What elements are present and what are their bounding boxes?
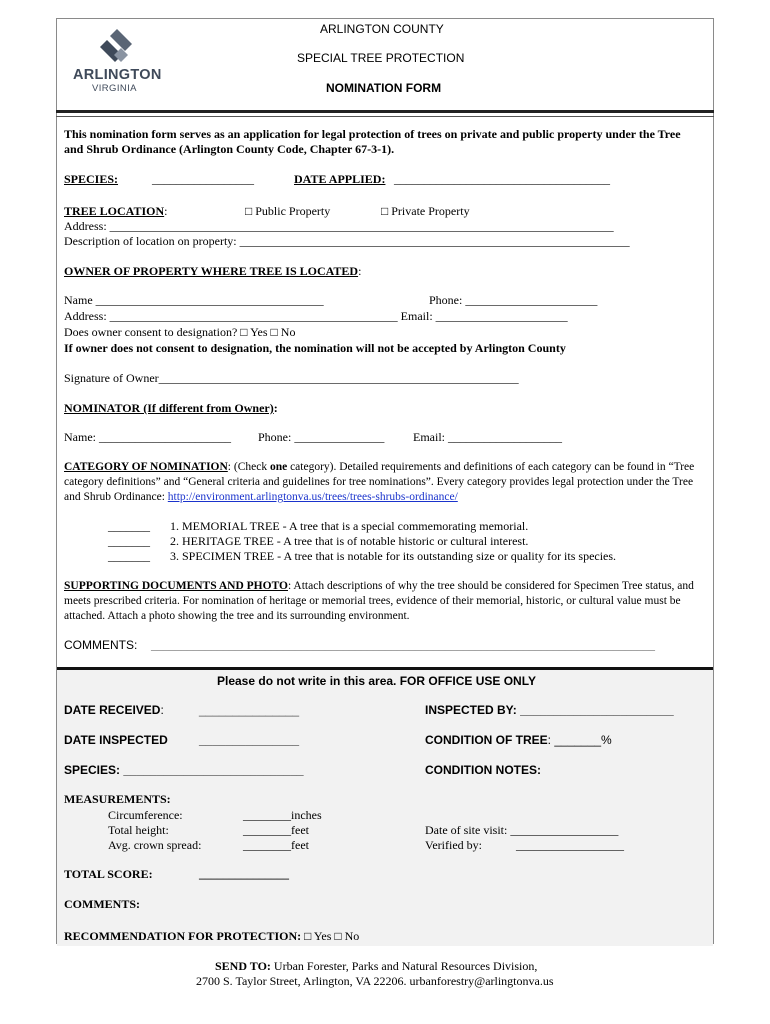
logo-sub: VIRGINIA	[92, 83, 137, 94]
total-height-field[interactable]: ________feet	[243, 823, 309, 837]
verified-by-field[interactable]: __________________	[516, 838, 624, 852]
measurements-label: MEASUREMENTS:	[64, 792, 171, 806]
nominator-email-field[interactable]: Email: ___________________	[413, 430, 562, 444]
circumference-label: Circumference:	[108, 808, 183, 822]
office-species-field[interactable]: SPECIES: ___________________________	[64, 763, 304, 777]
total-score-label: TOTAL SCORE:	[64, 867, 153, 881]
crown-spread-label: Avg. crown spread:	[108, 838, 202, 852]
category-item-heritage: 2. HERITAGE TREE - A tree that is of notable historic or cultural interest.	[170, 534, 529, 548]
location-description-field[interactable]: Description of location on property: _________________________________________________________________	[64, 234, 630, 248]
category-item-specimen: 3. SPECIMEN TREE - A tree that is notable for its outstanding size or quality for its species.	[170, 549, 617, 563]
condition-notes-label: CONDITION NOTES:	[425, 763, 541, 777]
supporting-text: : Attach descriptions of why the tree should be considered for Specimen Tree status, and meets prescribed criteria. For nomination of heritage or memorial trees, evidence of their memorial, historic, or cultural value must be attached. Attach a photo showing the tree and its surrounding environment.	[64, 580, 694, 622]
verified-by-label: Verified by:	[425, 838, 482, 852]
category-item-memorial: 1. MEMORIAL TREE - A tree that is a special commemorating memorial.	[170, 519, 529, 533]
owner-phone-field[interactable]: Phone: ______________________	[429, 293, 598, 307]
owner-heading-colon: :	[358, 264, 362, 278]
nominator-heading-colon: :	[273, 401, 278, 415]
private-property-checkbox[interactable]: □ Private Property	[381, 204, 470, 218]
tree-location-colon: :	[164, 204, 168, 218]
condition-of-tree-row	[425, 733, 612, 747]
owner-name-field[interactable]: Name ______________________________________	[64, 293, 324, 307]
date-received-row	[64, 703, 164, 717]
location-address-field[interactable]: Address: ____________________________________________________________________________________	[64, 219, 614, 233]
nominator-heading	[64, 401, 278, 416]
date-received-colon: :	[160, 703, 164, 717]
circumference-field[interactable]: ________inches	[243, 808, 322, 822]
footer-send-text: Urban Forester, Parks and Natural Resources Division,	[270, 959, 538, 973]
species-field[interactable]: _________________	[152, 172, 254, 186]
owner-heading	[64, 264, 361, 279]
total-score-field[interactable]: _______________	[199, 867, 289, 881]
recommendation-checkboxes[interactable]: □ Yes □ No	[301, 929, 360, 943]
category-text-a: : (Check	[227, 461, 270, 473]
header-divider	[56, 110, 714, 113]
inspected-by-field[interactable]: INSPECTED BY: _______________________	[425, 703, 674, 717]
page-title: NOMINATION FORM	[326, 81, 442, 95]
footer-send-label: SEND TO:	[215, 959, 271, 973]
category-paragraph	[64, 460, 704, 505]
condition-of-tree-field[interactable]: : _______%	[547, 733, 612, 747]
crown-spread-field[interactable]: ________feet	[243, 838, 309, 852]
tree-location-label: TREE LOCATION	[64, 204, 165, 218]
condition-of-tree-label: CONDITION OF TREE	[425, 733, 548, 747]
date-inspected-label: DATE INSPECTED	[64, 733, 168, 747]
nominator-heading-label: NOMINATOR (If different from Owner)	[64, 401, 274, 415]
date-applied-label: DATE APPLIED:	[294, 172, 386, 186]
total-height-label: Total height:	[108, 823, 169, 837]
category-blank-1[interactable]: _______	[108, 519, 150, 533]
office-comments-label: COMMENTS:	[64, 897, 140, 911]
comments-label: COMMENTS:	[64, 638, 138, 652]
category-blank-2[interactable]: _______	[108, 534, 150, 548]
header-county: ARLINGTON COUNTY	[320, 22, 444, 36]
comments-field[interactable]: ____________________________________________________________________________________	[151, 638, 655, 652]
ordinance-link[interactable]: http://environment.arlingtonva.us/trees/trees-shrubs-ordinance/	[167, 491, 458, 503]
supporting-heading: SUPPORTING DOCUMENTS AND PHOTO	[64, 580, 288, 592]
recommendation-row	[64, 929, 359, 944]
recommendation-label: RECOMMENDATION FOR PROTECTION:	[64, 929, 302, 943]
owner-signature-field[interactable]: Signature of Owner____________________________________________________________	[64, 371, 519, 385]
logo-name: ARLINGTON	[73, 67, 162, 83]
owner-heading-label: OWNER OF PROPERTY WHERE TREE IS LOCATED	[64, 264, 359, 278]
consent-warning: If owner does not consent to designation, the nomination will not be accepted by Arlington County	[64, 341, 566, 355]
supporting-paragraph	[64, 579, 704, 624]
tree-location-heading	[64, 204, 167, 219]
header-divider-thin	[56, 116, 714, 117]
date-inspected-field[interactable]: _______________	[199, 733, 300, 747]
site-visit-date-field[interactable]: Date of site visit: __________________	[425, 823, 619, 837]
header-program: SPECIAL TREE PROTECTION	[297, 51, 465, 65]
species-label: SPECIES:	[64, 172, 119, 186]
public-property-checkbox[interactable]: □ Public Property	[245, 204, 331, 218]
owner-consent-checkboxes[interactable]: Does owner consent to designation? □ Yes □ No	[64, 325, 296, 339]
nominator-phone-field[interactable]: Phone: _______________	[258, 430, 385, 444]
date-applied-field[interactable]: ____________________________________	[394, 172, 610, 186]
category-text-b: category). Detailed requirements and definitions of each category can be found in “Tree category definitions” and “General criteria and guidelines for tree nominations”. Every category provides legal protection under the Tree and Shrub Ordinance:	[64, 461, 695, 503]
footer-send-to	[215, 959, 537, 974]
category-heading: CATEGORY OF NOMINATION	[64, 461, 228, 473]
nominator-name-field[interactable]: Name: ______________________	[64, 430, 231, 444]
arlington-logo-icon	[97, 28, 137, 66]
date-received-field[interactable]: _______________	[199, 703, 300, 717]
date-received-label: DATE RECEIVED	[64, 703, 161, 717]
intro-text: This nomination form serves as an application for legal protection of trees on private and public property under the Tree and Shrub Ordinance (Arlington County Code, Chapter 67-3-1).	[64, 127, 681, 156]
category-text-one: one	[269, 461, 288, 473]
footer-address: 2700 S. Taylor Street, Arlington, VA 22206. urbanforestry@arlingtonva.us	[196, 974, 554, 988]
office-use-title: Please do not write in this area. FOR OFFICE USE ONLY	[217, 674, 536, 688]
category-blank-3[interactable]: _______	[108, 549, 150, 563]
owner-address-email-field[interactable]: Address: ________________________________________________ Email: ______________________	[64, 309, 568, 323]
